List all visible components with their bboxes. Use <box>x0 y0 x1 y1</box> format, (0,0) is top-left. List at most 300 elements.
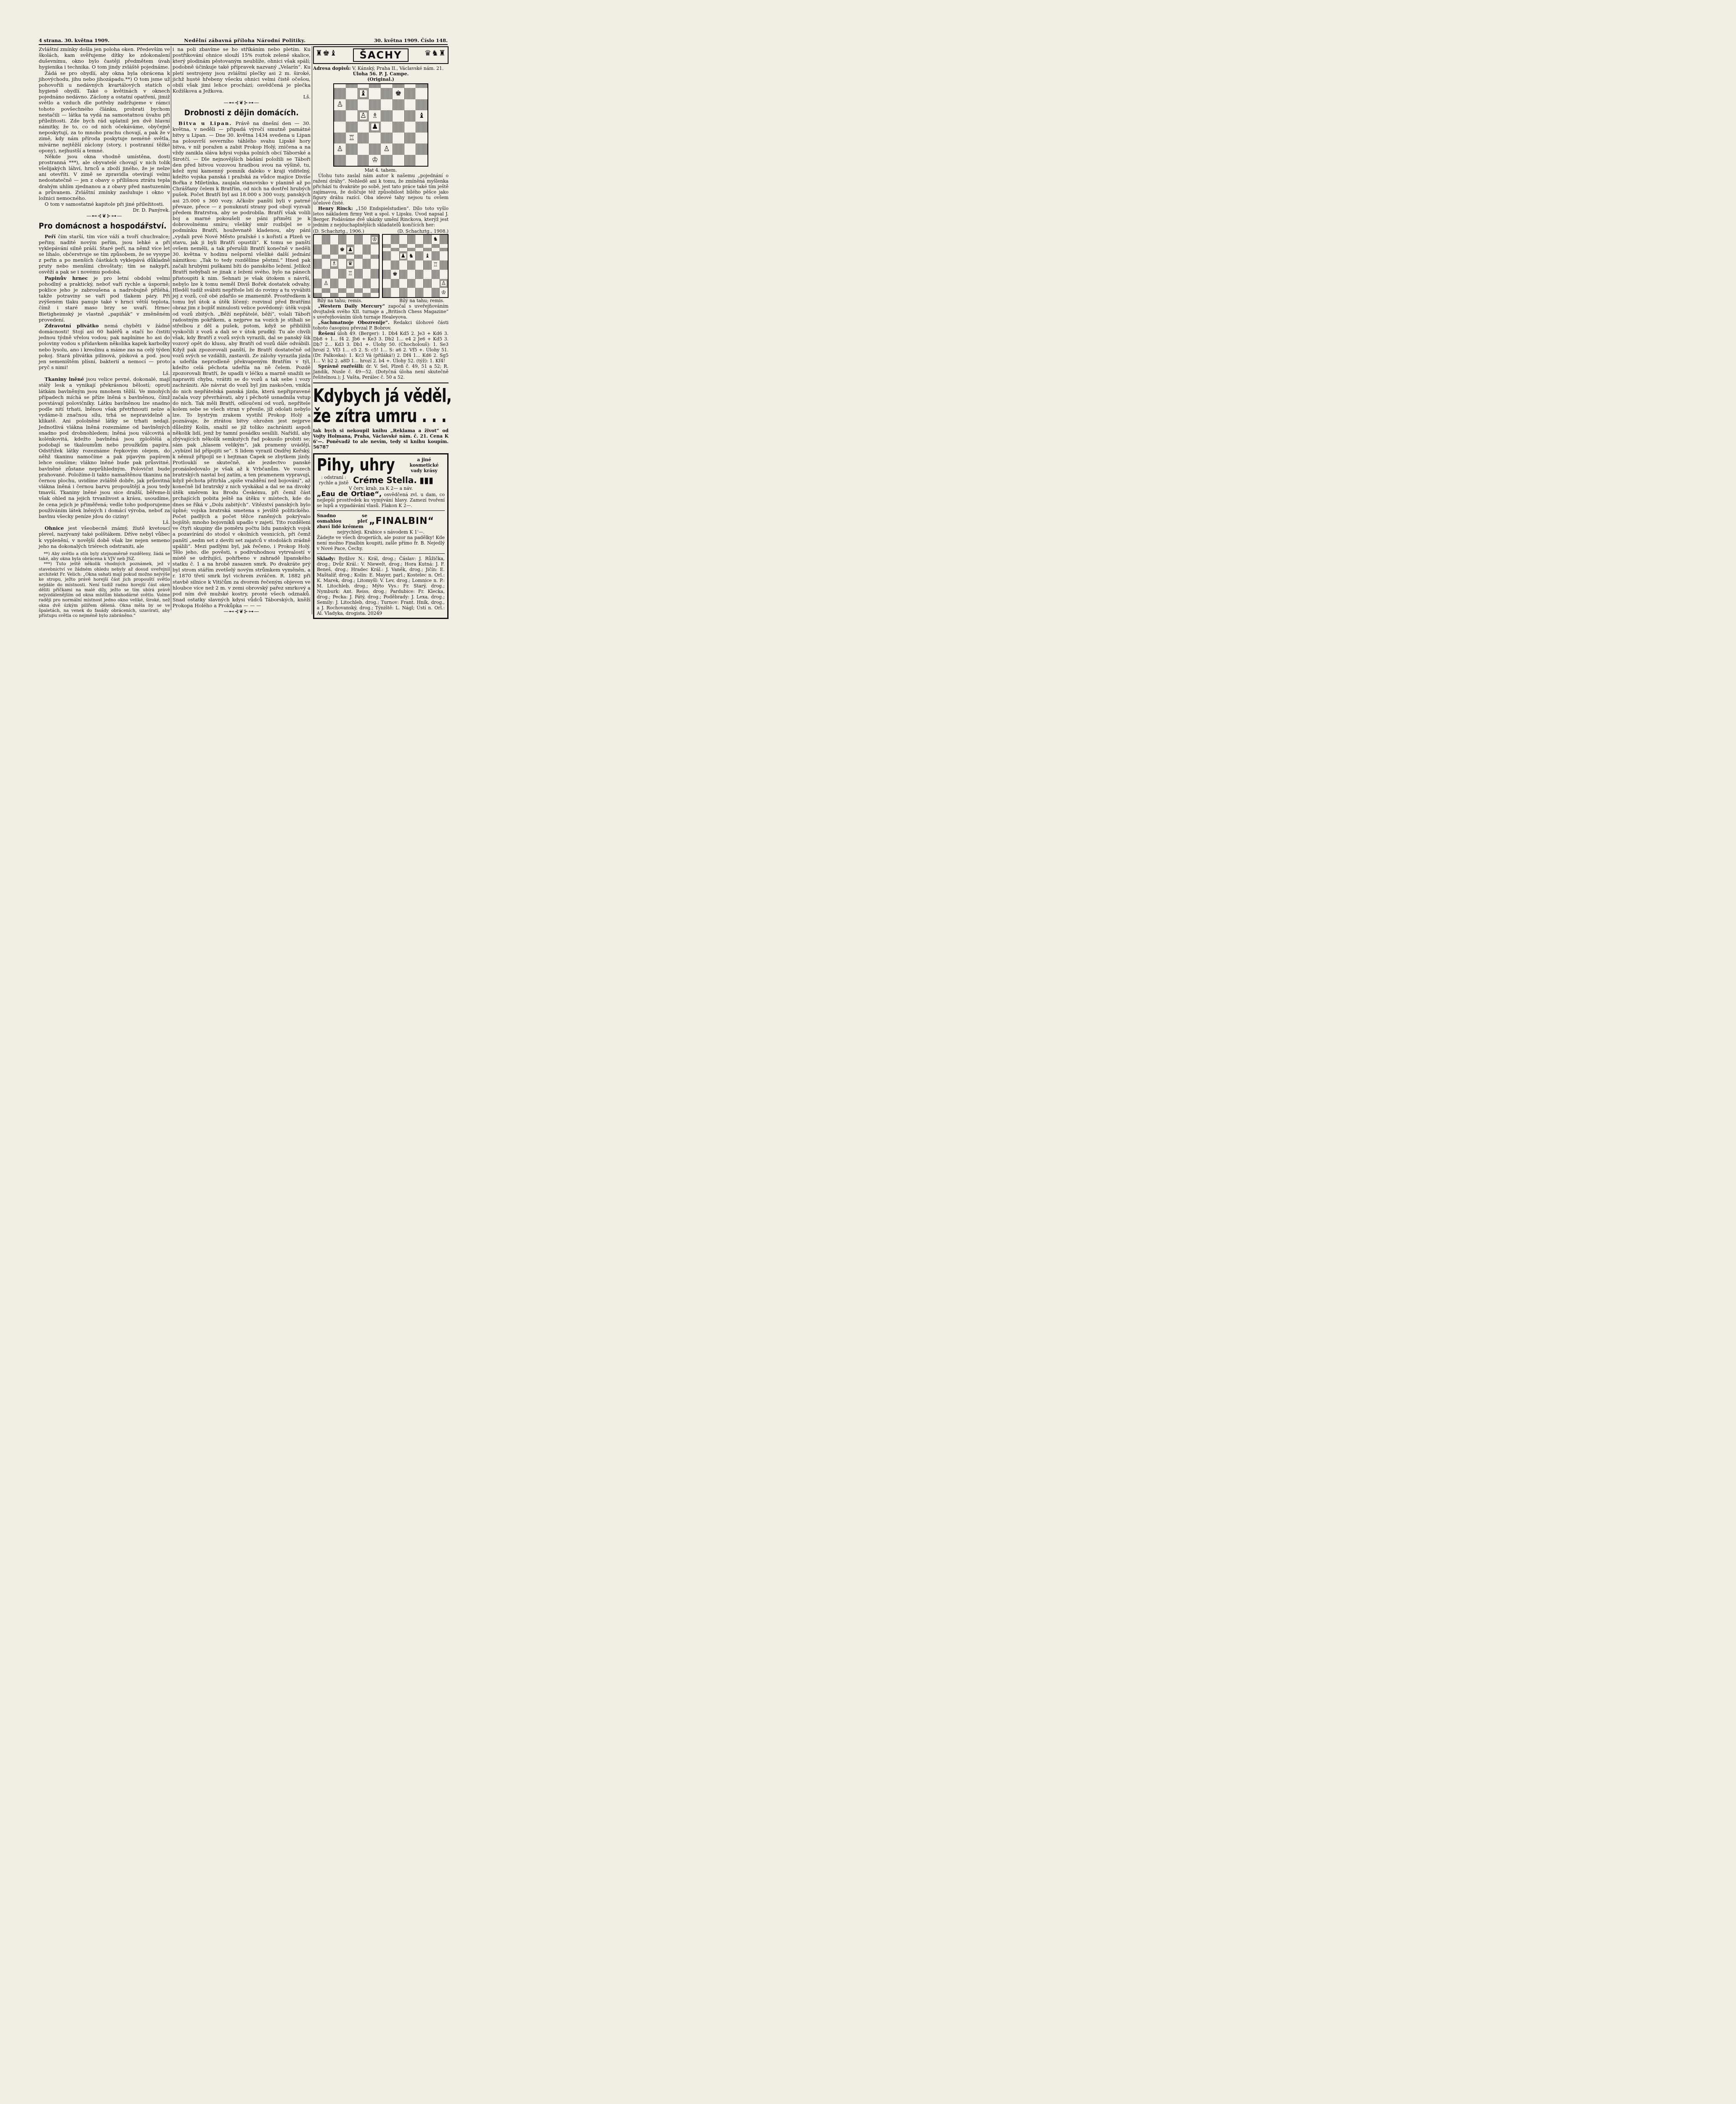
chess-square <box>334 155 346 166</box>
item-label: Řešení <box>318 331 335 336</box>
chess-square <box>338 235 346 244</box>
chess-square <box>391 244 399 248</box>
chess-square <box>363 259 371 268</box>
chess-square <box>346 255 354 259</box>
chess-square <box>338 244 346 254</box>
chess-square <box>423 244 431 248</box>
chess-square <box>338 279 346 288</box>
chess-square <box>314 235 322 244</box>
chess-square <box>381 155 393 166</box>
chess-square <box>415 260 423 270</box>
advert-finalbin-text: nejrychleji. Krabice s návodem K 1'—. <box>337 529 425 535</box>
chess-square <box>393 155 404 166</box>
chess-square <box>363 269 371 279</box>
chess-square <box>354 288 362 292</box>
item-text: započal s uveřejňováním dvojtažek svého XII. turnaje a „Britisch Chess Magazine“ s uveřejňováním úloh turnaje Healeyova. <box>313 303 449 320</box>
chess-address <box>313 66 449 71</box>
paragraph <box>313 320 449 331</box>
chess-square <box>322 279 330 288</box>
advert-sklady <box>317 556 445 616</box>
item-text: „150 Endspielstudien“. Dílo toto vyšlo letos nákladem firmy Veit a spol. v Lipsku. Úvod napsal J. Berger. Podáváme dvě ukázky umění Rinckova, kterýž jest jedním z nejduchaplnějších skladatelů končících her: <box>313 206 449 228</box>
chess-piece-icon: ♙ <box>337 100 343 109</box>
chess-square <box>399 270 407 279</box>
chess-piece-icon: ♔ <box>441 289 446 296</box>
chess-square <box>440 235 448 244</box>
signature: Lš. <box>162 519 170 526</box>
chess-square <box>393 99 404 110</box>
chess-square <box>407 288 415 297</box>
advert-odstrani: : odstraní : rychle a jistě <box>319 475 349 486</box>
item-label: Henry Rinck: <box>318 206 353 211</box>
chess-pieces-icon: ♜♚♝ <box>316 49 337 58</box>
chess-square <box>334 84 346 88</box>
chess-square <box>416 88 427 99</box>
paragraph: Úlohu tuto zaslal nám autor k našemu „pojednání o ražení dráhy“. Nehledě ani k tomu, že zmíněná myšlenka přichází tu dvakráte po sobě, jest tato práce také tím ještě zajímavou, že dolíčuje též způsobilost bílého pěšce jako figury dráhu razící. Oba ideové tahy nejsou tu ovšem účelové čisté. <box>313 173 449 206</box>
paragraph <box>313 331 449 364</box>
chess-board-study-1 <box>313 234 380 298</box>
chess-square <box>391 270 399 279</box>
chess-piece-icon: ♖ <box>348 133 355 142</box>
header-right: 30. května 1909. Číslo 148. <box>374 37 448 43</box>
chess-square <box>407 248 415 252</box>
chess-board-study-2 <box>382 234 449 298</box>
chess-square <box>393 143 404 154</box>
chess-square <box>383 244 391 248</box>
column-2 <box>173 46 311 614</box>
chess-square <box>314 293 322 297</box>
chess-piece-icon: ♙ <box>360 111 366 120</box>
chess-square <box>415 270 423 279</box>
chess-square <box>322 255 330 259</box>
paragraph <box>313 364 449 380</box>
chess-square <box>381 122 393 133</box>
chess-square <box>383 270 391 279</box>
chess-square <box>393 84 404 88</box>
chess-square <box>338 293 346 297</box>
chess-square <box>391 279 399 288</box>
chess-square <box>334 143 346 154</box>
chess-square <box>346 122 358 133</box>
chess-square <box>346 143 358 154</box>
paragraph: i na poli zbavíme se ho stříkáním nebo pletím. Ku postřikování ohnice slouží 15% roztok zelené skalice, který plodinám pěstovaným neublíže, ohnici však spálí; podobně účinkuje také přípravek nazvaný „Velarín“. Ku pletí sestrojeny jsou zvláštní plečky asi 2 m. široké, jichž husté hřebeny všecku ohnici velmi čistě očešou, obilí však jimi lehce prochází; osvědčená je plečka Kožiškova a Ježkova. <box>173 46 311 94</box>
chess-square <box>399 288 407 297</box>
chess-square <box>322 269 330 279</box>
chess-square <box>346 279 354 288</box>
chess-piece-icon: ♝ <box>360 89 366 98</box>
advert-finalbin: „FINALBIN“ <box>369 515 434 526</box>
chess-square <box>371 293 379 297</box>
chess-square <box>383 248 391 252</box>
item-text: Redakci úlohové části tohoto časopisu převzal P. Bobrov. <box>313 320 449 331</box>
chess-square <box>416 155 427 166</box>
advert-snadno: Snadno se osmahlou pleť zbaví lidé krémem <box>317 513 367 529</box>
chess-square <box>358 133 369 143</box>
paragraph <box>173 120 311 609</box>
chess-square <box>354 293 362 297</box>
chess-square <box>354 279 362 288</box>
item-text: dr. V. Sel, Plzeň č. 49, 51 a 52; R. Jandík, Nusle č. 49—52. (Dotyčná úloha není skutečně řešitelnou.); J. Vašta, Perálec č. 50 a 52. <box>313 364 449 380</box>
chess-square <box>371 259 379 268</box>
chess-square <box>334 122 346 133</box>
chess-piece-icon: ♚ <box>395 89 402 98</box>
chess-piece-icon: ♖ <box>433 262 438 268</box>
chess-square <box>404 110 416 121</box>
chess-square <box>407 251 415 260</box>
chess-text <box>313 173 449 206</box>
paragraph: Žádá se pro obydlí, aby okna byla obrácena k jihovýchodu, jihu nebo jihozápadu.**) O tom jsme už pohovořili u nedávných kvartálových statích o hygieně obydlí. Také o květinách v oknech pojednáno nedávno. Záclony a ostatní opatření, jimiž světlo a vzduch dle potřeby zadržujeme v rámci tohoto povšechného článku, probrati bychom nestačili — látka ta vydá na samostatnou úvahu při příležitosti. Zde bych rád uplatnil jen dvě hlavní námitky, že to, co od nich očekáváme, obyčejně neposkytují, za to mnoho prachu chovají, a pak že v zimě, kdy nám příroda poskytuje neméně světla, mívárne nejtěžší záclony (story, i postranní těžké opony), nejhustší a temné. <box>39 70 170 154</box>
chess-square <box>371 235 379 244</box>
chess-square <box>404 122 416 133</box>
chess-square <box>383 235 391 244</box>
chess-square <box>346 293 354 297</box>
advert-number: 20249 <box>367 611 382 616</box>
chess-square <box>371 244 379 254</box>
item-text: úloh 49. (Berger): 1. Db4 Kd5 2. Je3 + Kd6 3. Db8 + 1... f4 2. Jb6 + Ke3 3. Db2 1... e4 2 Je6 + Kd5 3. Db7 2... Kd3 3. Db1 +. Úlohy 50. (Chocholouš): 1. Se3 hrozí 2. Vf3 1... c5 2. S: c5! 1... S: a6 2. Vf5 +. Úlohy 51. (Dr. Palkoska): 1. Kc3 Vá (přiláká!) 2. Df4 1... Kd6 2. Sg5 1... V: b2 2. a8D 1... hrozí 2. b4 +. Úlohy 52. (týž): 1. Kf4! <box>313 331 449 364</box>
chess-square <box>407 270 415 279</box>
chess-piece-icon: ♗ <box>372 111 378 120</box>
chess-square <box>358 110 369 121</box>
chess-square <box>423 260 431 270</box>
item-label: Sklady: <box>317 556 336 561</box>
chess-square <box>423 251 431 260</box>
chess-square <box>371 269 379 279</box>
advert-pihy-side: a jiné kosmetické vady krásy <box>409 457 439 473</box>
chess-square <box>314 269 322 279</box>
chess-square <box>322 293 330 297</box>
chess-square <box>314 244 322 254</box>
column-3 <box>313 46 452 616</box>
chess-square <box>383 279 391 288</box>
chess-square <box>363 279 371 288</box>
advert-pihy-row <box>317 456 445 475</box>
chess-square <box>416 99 427 110</box>
advert-body: tak bych si nekoupil knihu „Reklama a život“ od Vojty Holmana, Praha, Václavské nám. č. 21. Cena K 6'—. Poněvadž to ale nevím, tedy si knihu koupím. <box>313 428 449 444</box>
chess-square <box>330 279 338 288</box>
chess-square <box>399 260 407 270</box>
chess-square <box>415 248 423 252</box>
chess-square <box>432 251 440 260</box>
paragraph <box>39 234 170 275</box>
chess-piece-icon: ♟ <box>372 122 378 131</box>
chess-square <box>432 288 440 297</box>
footnote: ***) Tuto ještě několik vhodných poznámek, jež v stavebnictví ve žádném ohledu nebyly až dosud uveřejnil architekt Fr. Velich: „Okna sahati mají pokud možno nejvýše ke stropu, ježto právě horejší část jich propouští světlo nejdále do místnosti. Není tudíž radno horejší část oken děliti příčkami na malé díly, ježto se tím ubírá právě nejvzdálenějším od okna místům blahodárné světlo. Volme raději pro normální místnost jedno okno veliké, široké, než okna dvě úzkým pilířem dělená. Okna měla by se ve špaletách, na venek do fasády obráceních, uzavírati, aby přístupu světla co nejméně bylo zabráněno.“ <box>39 562 170 619</box>
chess-square <box>330 235 338 244</box>
chess-piece-icon: ♞ <box>409 252 414 259</box>
chess-square <box>432 260 440 270</box>
chess-square <box>334 110 346 121</box>
chess-square <box>358 143 369 154</box>
chess-square <box>404 99 416 110</box>
chess-square <box>322 288 330 292</box>
chess-square <box>369 88 381 99</box>
chess-square <box>346 269 354 279</box>
item-text: nemá chyběti v žádné domácnosti! Stojí asi 60 haléřů a stačí ho čistiti jednou týdně vřelou vodou; pak naplníme ho asi do poloviny vodou s přídavkem několika kapek karbolky nebo lysolu, ano i kreolinu a máme zas na celý týden pokoj. Stará plivátka pilinová, písková a pod. jsou jen semeništěm plísní, bakterií a nemocí — proto pryč s nimi! <box>39 322 170 370</box>
chess-square <box>358 84 369 88</box>
chess-square <box>416 122 427 133</box>
paragraph <box>39 275 170 323</box>
chess-square <box>440 279 448 288</box>
chess-square <box>354 259 362 268</box>
advert-body: Bydžov N.: Král, drog.; Čáslav: J. Růžička, drog.; Dvůr Král.: V. Niewelt, drog.; Hora Kutná: J. F. Beneš, drog.; Hradec Král.: J. Vaněk, drog.; Jičín: E. Maštalíř, drog.; Kolín: E. Mayer, parl.; Kostelec n. Orl.: K. Marek, drog.; Litomyšl: V. Lev, drog.; Lomnice n. P.: M. Litochleb, drog.; Mýto Vys.: Fr. Starý, drog.; Nymburk: Ant. Reiss, drog.; Pardubice: Fr. Klecka, drog.; Pecka: J. Pátý, drog.; Poděbrady: J. Lexa, drog.; Semily: J. Litochleb, drog.; Turnov: Frant. Hník, drog., a J. Rochovanský, drog.; Týniště: L. Nágl; Ústí n. Orl.: Al. Vladyka, drogista. <box>317 556 445 616</box>
chess-square <box>440 251 448 260</box>
chess-square <box>423 235 431 244</box>
chess-square <box>346 288 354 292</box>
advert-headline: Kdybych já věděl, <box>313 385 452 406</box>
header-left: 4 strana. 30. května 1909. <box>39 37 110 43</box>
chess-square <box>423 288 431 297</box>
chess-pieces-icon: ♛♞♜ <box>424 49 446 58</box>
chess-square <box>391 248 399 252</box>
paragraph <box>39 525 170 549</box>
chess-square <box>346 110 358 121</box>
divider <box>317 553 445 554</box>
chess-square <box>391 235 399 244</box>
chess-square <box>440 244 448 248</box>
chess-square <box>399 235 407 244</box>
chess-square <box>393 133 404 143</box>
chess-square <box>423 248 431 252</box>
chess-square <box>391 288 399 297</box>
chess-square <box>346 88 358 99</box>
chess-square <box>330 259 338 268</box>
item-text: Právě na dnešní den — 30. května, v neděli — připadá výročí smutně památné bitvy u Lipan. — Dne 30. května 1434 svedena u Lipan na polouvrší severního táhlého svahu Lipské hory bitva, v níž poražen a zabit Prokop Holý, zničena a na vždy zanikla sláva kdysi vojska polních obcí Táborské a Sirotčí. — Dle nejnovějších bádání položili se Táboři den před bitvou vozovou hradbou svou na výšině, tu, kdež nyní kamenný pomník daleko v kraji viditelný, kdežto vojska panská i pražská za vůdce majíce Diviše Bořka z Miletínka, zaujala stanovisko v planině až po Chrášťany čelem k Bratřím, od nich na dostřel hrubých pušek. Počet Bratří byl asi 18.000 s 300 vozy, panských asi 25.000 s 360 vozy. Ačkoliv panští byli v patrné převaze, přece — z ponuknutí strany pod obojí vyzvali předem Bratrstva, aby se podrobila. Bratří však volili boj a marné pokoušeli se páni přiměti je k dobrovolnému smíru; všeliký smír rozbíjel se o podmínku Bratří, houževnatě kladenou, aby páni „vydali prvé Nové Město pražské i s kořistí a Plzeň ve stavu, jak ji byli Bratří opustili“. K tomu se panští ovšem neměli, a tak přerušili Bratří konečně v neděli 30. května v hodinu nešpornl všeliké další jednání námitkou: „Tak to tedy rozdělíme pěstmi.“ Hned pak začali hrubými puškami bíti do panského ležení. Jelikož Bratří nebýbali se jinak z ležení svého, bylo na pánech přistoupiti k nim. Sehnati je však útokem s návrší, nebylo lze k tomu neměl Diviš Bořek dostatek odvahy. Hleděl tudíž svábiti nepřítele lstí do roviny a tu vyvábiti jej z vozů, což obé zdařilo se znamenitě. Prostředkem k tomu byl útok a útěk líčený; rozvinul před Bratřími obraz jim z bojišť minulosti velice povědomý: útěk vojsk od vozů zbitých. „Běží nepřátelé, běží“, volali Táboři radostným pokřikem, a nejprve na vozích je stíhali se střelbou z děl a pušek, potom, když se přiblížili vyskočili z vozů a dali se v útok prudký. Tu ale chvíli však, kdy Bratří z vozů svých vyrazili, dal se panský šik vozový opět do klusu, aby Bratři od vozů dále odvábili. Když pak zpozorovali panští, že Bratří dostatečně od vozů svých se vzdálili, zastavili. Ze zálohy vyrazila jízda a udeřila neprodleně překvapeným Bratřím v týl, kdežto celá pěchota udeřila na ně čelem. Pozdě zpozorovali Bratří, že upadli v léčku a marně snažili se napraviti chybu, vrátiti se do vozů a tak sebe i vozy zachrániti. Ale návrat do vozů byl jim zaskočen, vnikla do nich nepřátelská panská jízda, která nepřipravené začala vozy převrhávati, aby i pěchotě usnadnila vstup do nich. Tak měli Bratří, odloučení od vozů, nepřítele kolem sebe se všech stran v přesile, jíž odolati nebylo lze. To bystrým zrakem vystihl Prokop Holý a poznávaje, že ztrátou bitvy ohrožen jest nejprve důležitý Kolín, snažil se jíž toliko zachrániti aspoň několik lidí, jenž by tamní posádku sesílili. Nařídil, aby zbývajících několik semkutých řad pokusilo probiti se; sám pak „hlasem velikým“, jak prameny uvádějí, „vybízel lid přípojiti se“. S lidem vyrazil Ondřej Keřský, k němuž připojil se i hejtman Čapek se zbytkem jízdy. Protlouklí se skutečně, ale jezdectvo panské pronásledovalo je však až k Vrbčanům. Ve vozech bratrských nastal boj zatím, a ten pramenem vypravují, když pěchota přitrhla „spíše vraždění než bojování“, až konečně lid bratrský z nich vyskákal a dal se na divoký útěk směrem ku Brodu Českému, při čemž část prchajících pobita ještě na útěku v místech, kde do dnes se říká v „Dolu zabitých“. Vítězství panských bylo úplné; vojska bratrská smetena s jeviště politického. Počet padlých a počet těžce raněných pokrývalo bojiště; mnoho bojovníků upadlo v zajetí. Tito rozděleni ve čtyři skupiny dle poměru počtu lidu panských vojsk a pozavírání do stodol v okolních vesnicích, při čemž panští „sedm set z devíti set zajatců v stodolách zrádně upálili“. Mezi padlými byl, jak řečeno, i Prokop Holý. Tělo jeho, dle pověsti, s podivuhodnou vytrvalostí v místě se udržující, pohřbeno v zahradě lipanského statku č. 1 a na hrobě zasazen smrk. Po dvakráte prý byl strom stářím zvetšelý novým strůmkem vyměněn, a r. 1870 třetí smrk byl vichrem zvráčen. R. 1882 při stavbě silnice k Vitičům za dvorem řečeným objeven ve hloubce více než 2 m. v zemi obrovský pařez smrkový a pod ním dvě mužské kostry, prosté všech odznaků. Snad ostatky slavných kdysi vůdců Táborských, kněží Prokopa Holého a Prokůpka — — — <box>173 120 311 609</box>
chess-square <box>432 248 440 252</box>
chess-square <box>432 235 440 244</box>
chess-piece-icon: ♔ <box>372 236 377 243</box>
advert-creme: Créme Stella. <box>353 475 417 485</box>
chess-square <box>354 235 362 244</box>
chess-square <box>440 288 448 297</box>
advert-pihy: Pihy, uhry <box>317 455 395 475</box>
chess-square <box>369 155 381 166</box>
chess-text <box>313 206 449 228</box>
chess-square <box>381 110 393 121</box>
chess-square <box>381 84 393 88</box>
chess-square <box>346 244 354 254</box>
column-1 <box>39 46 170 619</box>
newspaper-page <box>0 0 467 660</box>
ornament-divider: —⊷⊰❦⊱⊶— <box>86 213 122 219</box>
chess-square <box>363 288 371 292</box>
advert-text <box>313 428 449 450</box>
item-text: jsou velice pevné, dokonalé, mají stálý lesk a vynikají překrásnou bělostí; oproti látkám bavlněným jsou mnohem těžší. Ve mnohých případech míchá se příze lněná s bavlněnou, čímž povstávají polovičníky. Látku bavlněnou lze snadno podle nití trhati, lněnou však přetrhnouti nelze a vydáme-li značnou sílu, trhá se nepravidelně a klikatě. Ani pololněné látky se trhati nedají. Jednotlivá vlákna lněná rozeznáme od bavlněných snadno pod drobnohledem; lněná jsou válcovitá a kolénkovitá, kdežto bavlněná jsou zploštělá a podobají se tkaloumům nebo proužkům papíru. Odstřižek látky rozeznáme řepkovým olejem, do něhž tkaninu namočíme a pak pijavým papírem lehce osušíme; vlákno lněné bude pak průsvitné, bavlněné zůstane neprůhledným. Polovičnt bude prahované. Položíme-li takto namaštěnou tkaninu na černou plochu, uvidíme zvláště dobře, jak průsvitná vlákna lněná i černou barvu propouštějí a jsou tedy tmavší. Tkaniny lněné jsou sice dražší, běřeme-li však ohled na jejich trvanlivost a krásu, usoudíme, že cena jejich je přiměřená; vedle toho podporujeme používáním látek lněných i domácí výroba, neboť za bavlnu všecky peníze jdou do ciziny! <box>39 376 170 519</box>
paragraph: Zvláštní zmínky došla jen poloha oken. Především ve školách, kam svěřujeme dítky ke zdokonalení duševnímu, okno bylo častěji předmětem úvah hygienika i technika. O tom jindy zvláště pojednáme. <box>39 46 170 70</box>
chess-square <box>381 88 393 99</box>
chess-square <box>404 133 416 143</box>
page-header <box>39 37 448 45</box>
item-label: Zdravotní plivátko <box>45 322 99 329</box>
study-captions <box>313 298 449 303</box>
advert-creme-row <box>317 475 445 486</box>
chess-square <box>415 251 423 260</box>
chess-square <box>354 269 362 279</box>
paragraph <box>313 303 449 320</box>
chess-square <box>399 244 407 248</box>
chess-square <box>407 235 415 244</box>
study-source: (D. Schachztg., 1908.) <box>397 228 449 234</box>
chess-piece-icon: ♙ <box>337 144 343 153</box>
chess-piece-icon: ♙ <box>324 280 329 287</box>
chess-square <box>369 133 381 143</box>
decor-blocks-icon: ▮▮▮ <box>419 475 433 485</box>
chess-square <box>383 288 391 297</box>
chess-square <box>391 260 399 270</box>
chess-square <box>346 155 358 166</box>
study-caption: Bílý na tahu; remis. <box>399 298 444 303</box>
chess-square <box>358 99 369 110</box>
chess-piece-icon: ♟ <box>348 246 353 253</box>
item-text: jest všeobecně známý, žlutě kvetoucí plevel, nazývaný také polštákem. Dříve nebyl vůbec k vyplenění, v novější době však lze nejen semeno jeho na dokonalých triérech odstraniti, ale <box>39 525 170 549</box>
chess-square <box>416 84 427 88</box>
chess-title: ŠACHY <box>353 48 409 62</box>
chess-square <box>404 88 416 99</box>
chess-square <box>314 259 322 268</box>
address-label: Adresa dopisů: <box>313 66 351 71</box>
chess-square <box>322 235 330 244</box>
chess-square <box>440 260 448 270</box>
chess-square <box>423 270 431 279</box>
chess-square <box>322 259 330 268</box>
divider <box>317 510 445 511</box>
chess-square <box>346 133 358 143</box>
chess-square <box>416 133 427 143</box>
ornament-divider: —⊷⊰❦⊱⊶— <box>223 608 260 615</box>
chess-square <box>399 279 407 288</box>
chess-square <box>381 99 393 110</box>
advert-number: 56787 <box>313 444 329 450</box>
chess-square <box>371 279 379 288</box>
chess-square <box>407 244 415 248</box>
chess-square <box>346 99 358 110</box>
chess-square <box>399 248 407 252</box>
address-text: V. Kánský, Praha II., Václavské nám. 21. <box>350 66 444 71</box>
chess-square <box>381 133 393 143</box>
chess-square <box>415 235 423 244</box>
paragraph <box>39 376 170 519</box>
chess-square <box>383 251 391 260</box>
header-center: Nedělní zábavná příloha Národní Politiky. <box>184 37 306 43</box>
chess-square <box>334 88 346 99</box>
section-title: Pro domácnost a hospodářství. <box>39 221 167 231</box>
chess-square <box>314 288 322 292</box>
chess-news <box>313 303 449 380</box>
chess-square <box>358 88 369 99</box>
chess-square <box>415 279 423 288</box>
paragraph: O tom v samostatné kapitole při jiné příležitosti. <box>45 201 165 207</box>
chess-square <box>358 122 369 133</box>
advert-book <box>313 383 452 450</box>
chess-square <box>407 260 415 270</box>
chess-square <box>391 251 399 260</box>
chess-square <box>338 269 346 279</box>
chess-square <box>369 99 381 110</box>
footnotes <box>39 552 170 619</box>
chess-piece-icon: ♖ <box>348 270 353 277</box>
chess-square <box>334 99 346 110</box>
chess-square <box>338 288 346 292</box>
chess-square <box>381 143 393 154</box>
item-text: je pro letní období velmi pohodlný a praktický, neboť vaří rychle a úsporně; poklice jeho je zabroušena a nadrobujně přiléhá, takže potraviny se vaří pod tlakem páry. Při zvýšeném tlaku panuje také v hrnci větší teplota, čímž i staré maso brzy se uvaří. Hrnec Bietigheimský je vlastně „papiňák“ v změněném provedení. <box>39 275 170 323</box>
chess-square <box>369 110 381 121</box>
chess-square <box>371 288 379 292</box>
paragraph <box>313 206 449 228</box>
chess-square <box>330 255 338 259</box>
chess-square <box>322 244 330 254</box>
signature: Lš. <box>303 94 311 100</box>
chess-piece-icon: ♚ <box>340 246 345 253</box>
chess-piece-icon: ♟ <box>401 252 406 259</box>
chess-piece-icon: ♚ <box>393 271 398 278</box>
item-label: Papinův hrnec <box>45 275 88 281</box>
chess-square <box>369 84 381 88</box>
item-label: Bitva u Lipan. <box>178 120 232 126</box>
chess-square <box>363 235 371 244</box>
chess-square <box>432 279 440 288</box>
chess-square <box>432 244 440 248</box>
chess-piece-icon: ♔ <box>372 156 378 165</box>
advert-zadejte: Žádejte ve všech drogeriích, ale pozor na padělky! Kde není možno Finalbin koupiti, zašle přímo fr. B. Nejedlý v Nové Pace, Čechy. <box>317 535 445 551</box>
chess-square <box>407 279 415 288</box>
study-boards <box>313 234 449 298</box>
chess-square <box>393 88 404 99</box>
chess-square <box>393 110 404 121</box>
chess-square <box>415 288 423 297</box>
chess-square <box>330 244 338 254</box>
advert-finalbin-row <box>317 513 445 529</box>
chess-square <box>314 255 322 259</box>
signature: Dr. D. Panýrek. <box>133 207 170 213</box>
chess-square <box>346 235 354 244</box>
paragraph <box>39 323 170 370</box>
chess-square <box>393 122 404 133</box>
chess-square <box>314 279 322 288</box>
item-label: Tkaniny lněné <box>45 376 84 383</box>
item-label: Ohnice <box>45 525 64 531</box>
chess-square <box>415 244 423 248</box>
chess-piece-icon: ♝ <box>425 252 430 259</box>
item-text: čím starší, tím více váží a tvoří chuchvalce; peřiny, nadité novým peřím, jsou lehké a při vyklepávání silně práší. Staré peří, na němž více let se lihalo, občerstvuje se tím způsobem, že se vysype z peřin a po menších částkách vyklepává důkladně pruty nebo menšími chvoštaty; tím se nakypří, osvěží a pak se i novému podobá. <box>39 233 170 275</box>
chess-square <box>363 293 371 297</box>
chess-square <box>334 133 346 143</box>
item-label: „Šachmatnoje Obozrenije“. <box>318 320 390 325</box>
chess-square <box>399 251 407 260</box>
chess-square <box>423 279 431 288</box>
advert-cosmetics <box>313 453 449 619</box>
advert-cerv: V červ. krab. za K 2— a náv. <box>348 486 413 491</box>
item-label: „Western Daily Mercury“ <box>318 303 385 309</box>
chess-square <box>440 248 448 252</box>
chess-square <box>371 255 379 259</box>
chess-square <box>404 143 416 154</box>
advert-headline: že zítra umru . . . <box>313 405 447 427</box>
chess-square <box>432 270 440 279</box>
chess-square <box>363 255 371 259</box>
chess-square <box>346 259 354 268</box>
chess-square <box>358 155 369 166</box>
chess-square <box>416 110 427 121</box>
chess-square <box>440 270 448 279</box>
chess-board-problem <box>333 83 428 167</box>
signature: Lš. <box>162 370 170 377</box>
chess-square <box>369 122 381 133</box>
study-sources <box>313 228 449 234</box>
footnote: **) Aby světlo a stín byly stejnoměrně rozděleny, žádá se také, aby okna byla obrácena k VJV neb JSZ. <box>39 551 170 562</box>
chess-square <box>330 288 338 292</box>
chess-square <box>338 259 346 268</box>
chess-square <box>416 143 427 154</box>
study-source: (D. Schachztg., 1906.) <box>313 228 364 234</box>
chess-square <box>369 143 381 154</box>
